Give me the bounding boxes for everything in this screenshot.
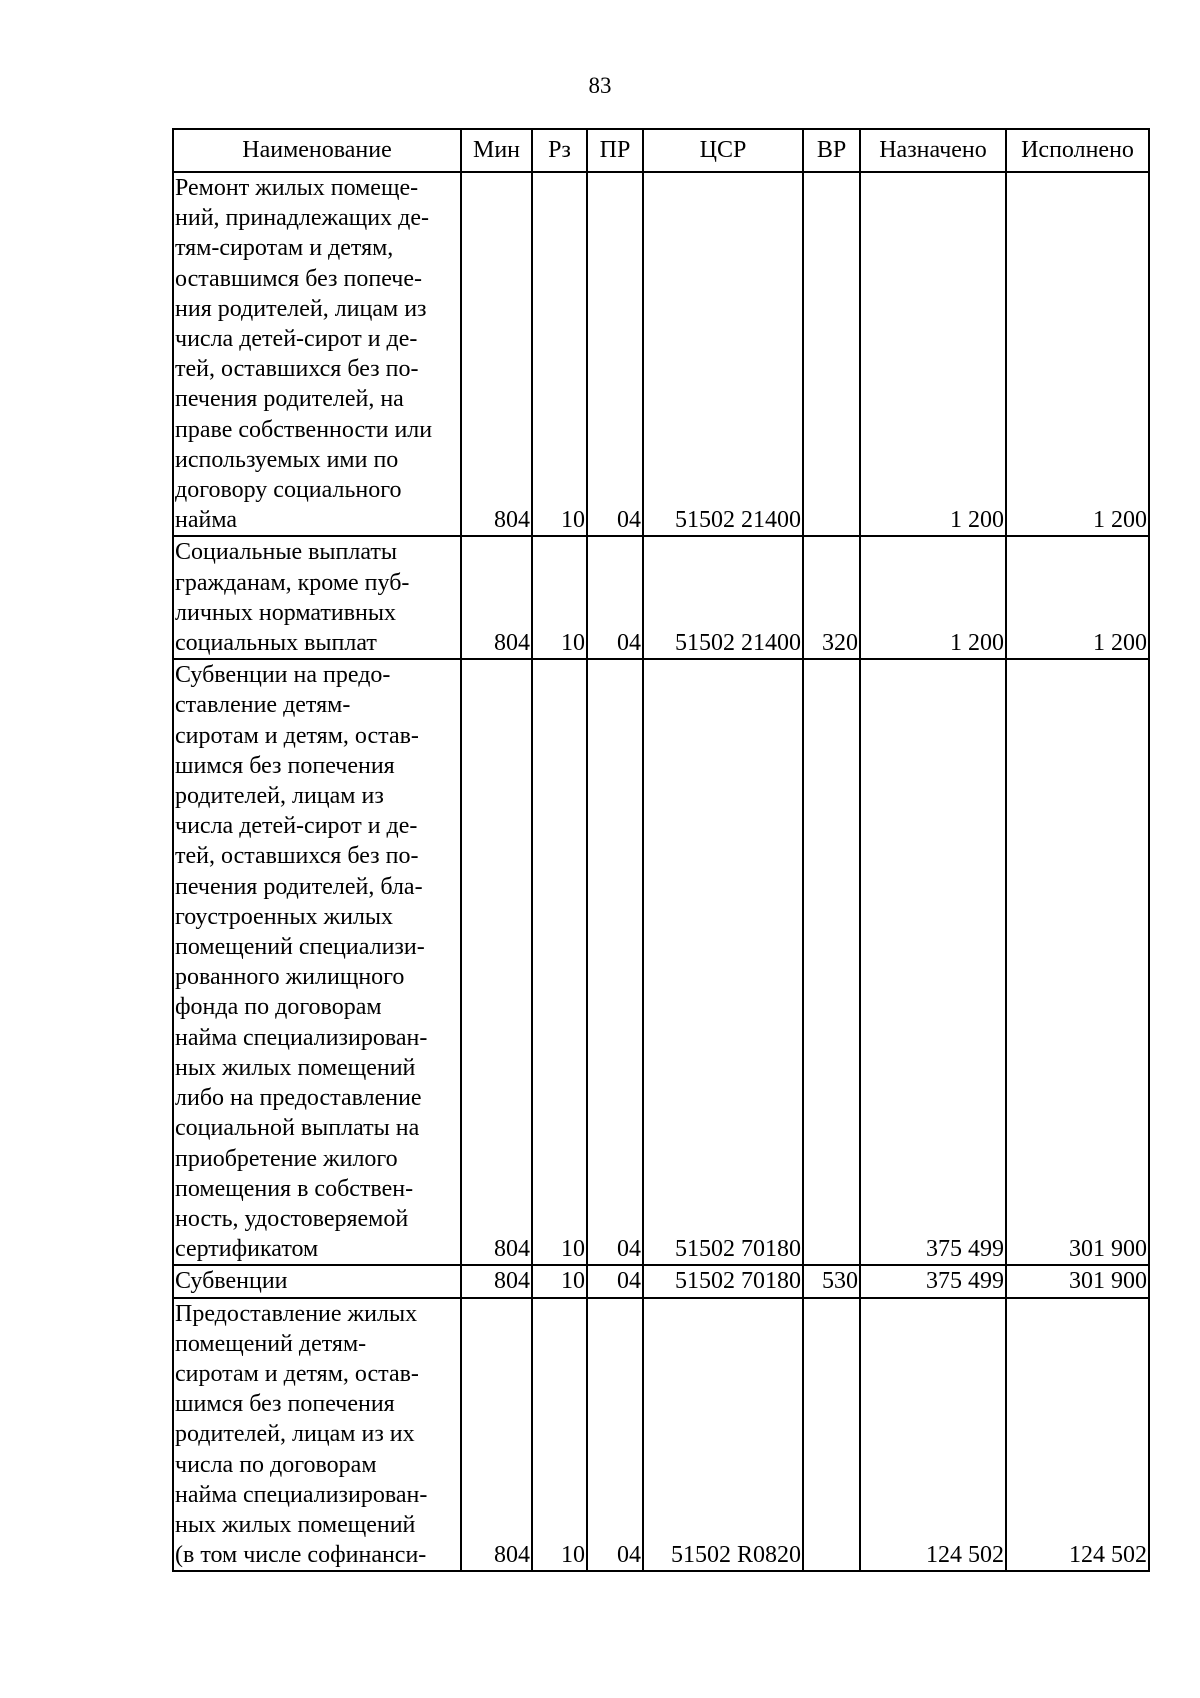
table-row bbox=[173, 172, 1149, 536]
row-pr-cell: 04 bbox=[587, 659, 643, 1265]
table-row bbox=[173, 659, 1149, 1265]
row-min-cell: 804 bbox=[461, 536, 532, 659]
row-rz-cell: 10 bbox=[532, 536, 587, 659]
row-csr-cell: 51502 R0820 bbox=[643, 1298, 803, 1572]
table-row bbox=[173, 1298, 1149, 1572]
row-min-cell: 804 bbox=[461, 659, 532, 1265]
row-csr-cell: 51502 21400 bbox=[643, 172, 803, 536]
table-row bbox=[173, 536, 1149, 659]
row-csr-cell: 51502 70180 bbox=[643, 1265, 803, 1297]
table-row bbox=[173, 1265, 1149, 1297]
row-csr-cell: 51502 70180 bbox=[643, 659, 803, 1265]
row-assigned-cell: 1 200 bbox=[860, 172, 1006, 536]
row-name-cell: Субвенции bbox=[173, 1265, 461, 1297]
row-name-cell: Ремонт жилых помеще- ний, принадлежащих де- тям-сиротам и детям, оставшимся без попече- ния родителей, лицам из числа детей-сирот и де- тей, оставшихся без по- печения родителей, на праве собственности или используемых ими по договору социального найма bbox=[173, 172, 461, 536]
row-csr-cell: 51502 21400 bbox=[643, 536, 803, 659]
row-rz-cell: 10 bbox=[532, 1265, 587, 1297]
row-min-cell: 804 bbox=[461, 1265, 532, 1297]
row-assigned-cell: 375 499 bbox=[860, 659, 1006, 1265]
row-vr-cell: 530 bbox=[803, 1265, 860, 1297]
row-min-cell: 804 bbox=[461, 1298, 532, 1572]
budget-table bbox=[172, 128, 1150, 1572]
row-rz-cell: 10 bbox=[532, 659, 587, 1265]
row-name-cell: Субвенции на предо- ставление детям- сиротам и детям, остав- шимся без попечения родителей, лицам из числа детей-сирот и де- тей, оставшихся без по- печения родителей, бла- гоустроенных жилых помещений специализи- рованного жилищного фонда по договорам найма специализирован- ных жилых помещений либо на предоставление социальной выплаты на приобретение жилого помещения в собствен- ность, удостоверяемой сертификатом bbox=[173, 659, 461, 1265]
row-pr-cell: 04 bbox=[587, 1298, 643, 1572]
table-header-row bbox=[173, 129, 1149, 172]
row-executed-cell: 1 200 bbox=[1006, 536, 1149, 659]
column-header-rz: Рз bbox=[532, 129, 587, 172]
row-min-cell: 804 bbox=[461, 172, 532, 536]
column-header-executed: Исполнено bbox=[1006, 129, 1149, 172]
row-assigned-cell: 124 502 bbox=[860, 1298, 1006, 1572]
row-pr-cell: 04 bbox=[587, 536, 643, 659]
row-vr-cell bbox=[803, 659, 860, 1265]
row-pr-cell: 04 bbox=[587, 1265, 643, 1297]
column-header-vr: ВР bbox=[803, 129, 860, 172]
row-rz-cell: 10 bbox=[532, 172, 587, 536]
row-vr-cell bbox=[803, 1298, 860, 1572]
row-executed-cell: 1 200 bbox=[1006, 172, 1149, 536]
row-vr-cell bbox=[803, 172, 860, 536]
row-name-cell: Предоставление жилых помещений детям- сиротам и детям, остав- шимся без попечения родителей, лицам из их числа по договорам найма специализирован- ных жилых помещений (в том числе софинанси- bbox=[173, 1298, 461, 1572]
row-assigned-cell: 1 200 bbox=[860, 536, 1006, 659]
row-executed-cell: 301 900 bbox=[1006, 1265, 1149, 1297]
column-header-name: Наименование bbox=[173, 129, 461, 172]
column-header-min: Мин bbox=[461, 129, 532, 172]
row-pr-cell: 04 bbox=[587, 172, 643, 536]
row-assigned-cell: 375 499 bbox=[860, 1265, 1006, 1297]
column-header-csr: ЦСР bbox=[643, 129, 803, 172]
row-rz-cell: 10 bbox=[532, 1298, 587, 1572]
row-executed-cell: 301 900 bbox=[1006, 659, 1149, 1265]
column-header-pr: ПР bbox=[587, 129, 643, 172]
column-header-assigned: Назначено bbox=[860, 129, 1006, 172]
page-number: 83 bbox=[588, 73, 612, 98]
row-vr-cell: 320 bbox=[803, 536, 860, 659]
row-name-cell: Социальные выплаты гражданам, кроме пуб- личных нормативных социальных выплат bbox=[173, 536, 461, 659]
row-executed-cell: 124 502 bbox=[1006, 1298, 1149, 1572]
